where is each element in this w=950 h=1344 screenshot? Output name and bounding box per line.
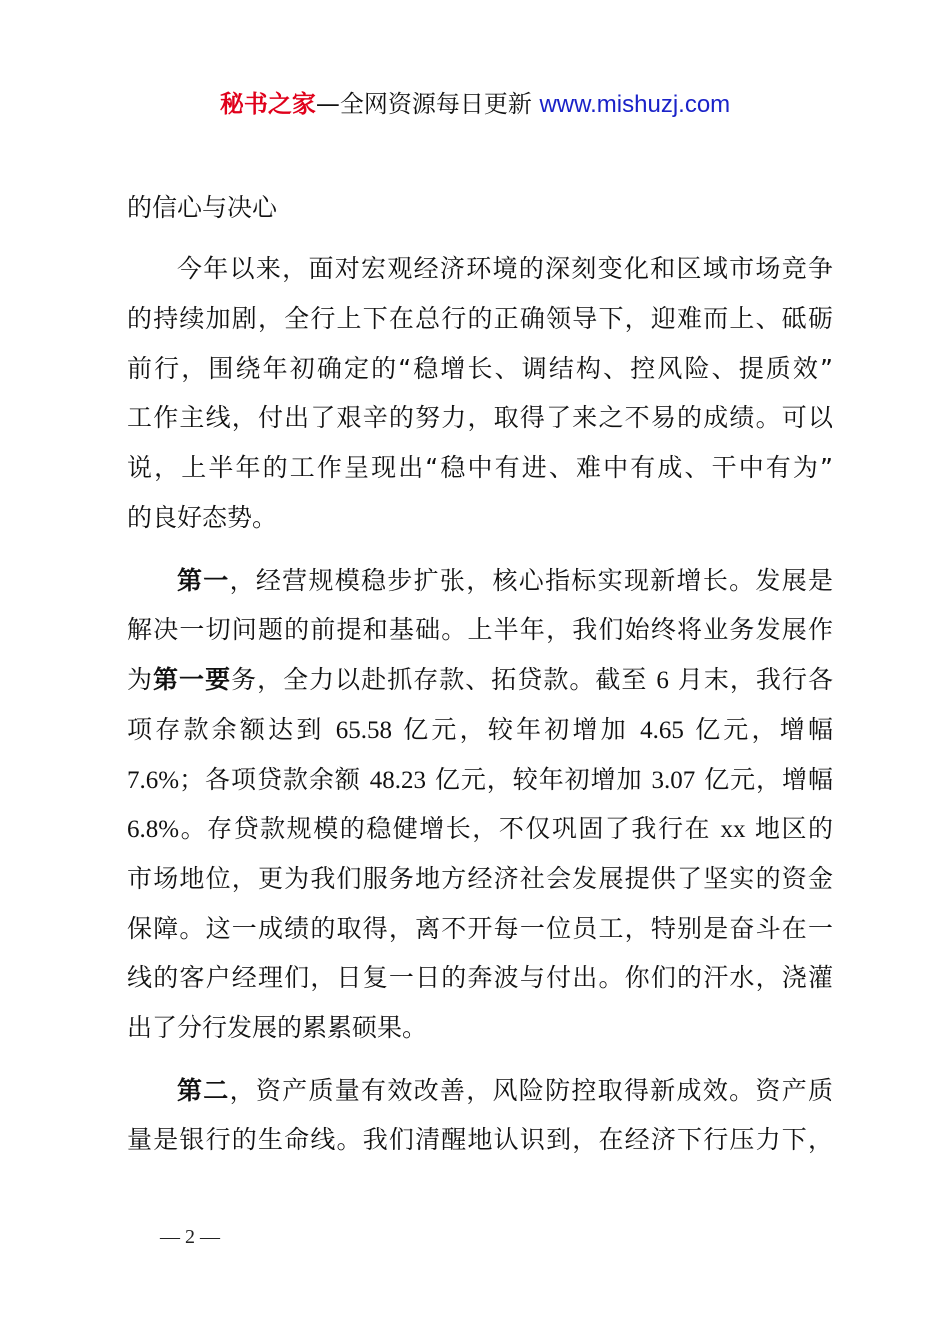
section-lead: 第二 [177,1076,230,1105]
text-span: 亿元，增幅 [704,765,833,794]
number-value: 65.58 [335,717,392,744]
text-line: 工作主线，付出了艰辛的努力，取得了来之不易的成绩。可以 [127,403,833,432]
text-line: 出了分行发展的累累硕果。 [127,1013,428,1042]
text-line [177,563,833,599]
text-line [127,762,833,798]
text-span: 务，全力以赴抓存款、拓贷款。截至 [231,665,648,694]
text-span: 。存贷款规模的稳健增长，不仅巩固了我行在 [179,814,711,843]
text-line: 今年以来，面对宏观经济环境的深刻变化和区域市场竞争 [177,254,833,283]
number-value: 7.6% [127,767,180,794]
bold-phrase: 第一要 [153,665,232,694]
text-line: 量是银行的生命线。我们清醒地认识到，在经济下行压力下， [127,1125,833,1154]
header-tagline: —全网资源每日更新 [315,90,540,118]
text-line: 说，上半年的工作呈现出“稳中有进、难中有成、干中有为” [127,453,833,482]
text-span: 月末，我行各 [677,665,833,694]
text-span: 亿元，较年初增加 [434,765,643,794]
text-line [177,1073,833,1109]
page-number: — 2 — [160,1226,220,1248]
placeholder-text: xx [720,816,746,843]
text-line: 的持续加剧，全行上下在总行的正确领导下，迎难而上、砥砺 [127,304,833,333]
site-url[interactable]: www.mishuzj.com [539,91,731,118]
text-line: 前行，围绕年初确定的“稳增长、调结构、控风险、提质效” [127,354,833,383]
text-line: 线的客户经理们，日复一日的奔波与付出。你们的汗水，浇灌 [127,963,833,992]
text-line [127,712,833,748]
text-span: 亿元，增幅 [695,715,833,744]
site-header [0,86,950,123]
number-value: 6 [656,667,669,694]
text-span: 项存款余额达到 [127,715,325,744]
text-line [127,662,833,698]
text-span: 亿元，较年初增加 [403,715,629,744]
number-value: 3.07 [651,767,696,794]
number-value: 4.65 [640,717,684,744]
text-span: 为 [127,665,154,694]
text-line: 市场地位，更为我们服务地方经济社会发展提供了坚实的资金 [127,864,833,893]
text-line: 的信心与决心 [127,193,278,222]
brand-name: 秘书之家 [219,90,316,118]
text-span: ；各项贷款余额 [179,765,361,794]
text-span: ，资产质量有效改善，风险防控取得新成效。资产质 [229,1076,833,1105]
text-line: 的良好态势。 [127,503,278,532]
text-line: 解决一切问题的前提和基础。上半年，我们始终将业务发展作 [127,615,833,644]
number-value: 48.23 [369,767,426,794]
text-span: ，经营规模稳步扩张，核心指标实现新增长。发展是 [229,566,833,595]
number-value: 6.8% [127,816,180,843]
section-lead: 第一 [177,566,230,595]
text-line: 保障。这一成绩的取得，离不开每一位员工，特别是奋斗在一 [127,914,833,943]
text-line [127,811,833,847]
text-span: 地区的 [754,814,833,843]
